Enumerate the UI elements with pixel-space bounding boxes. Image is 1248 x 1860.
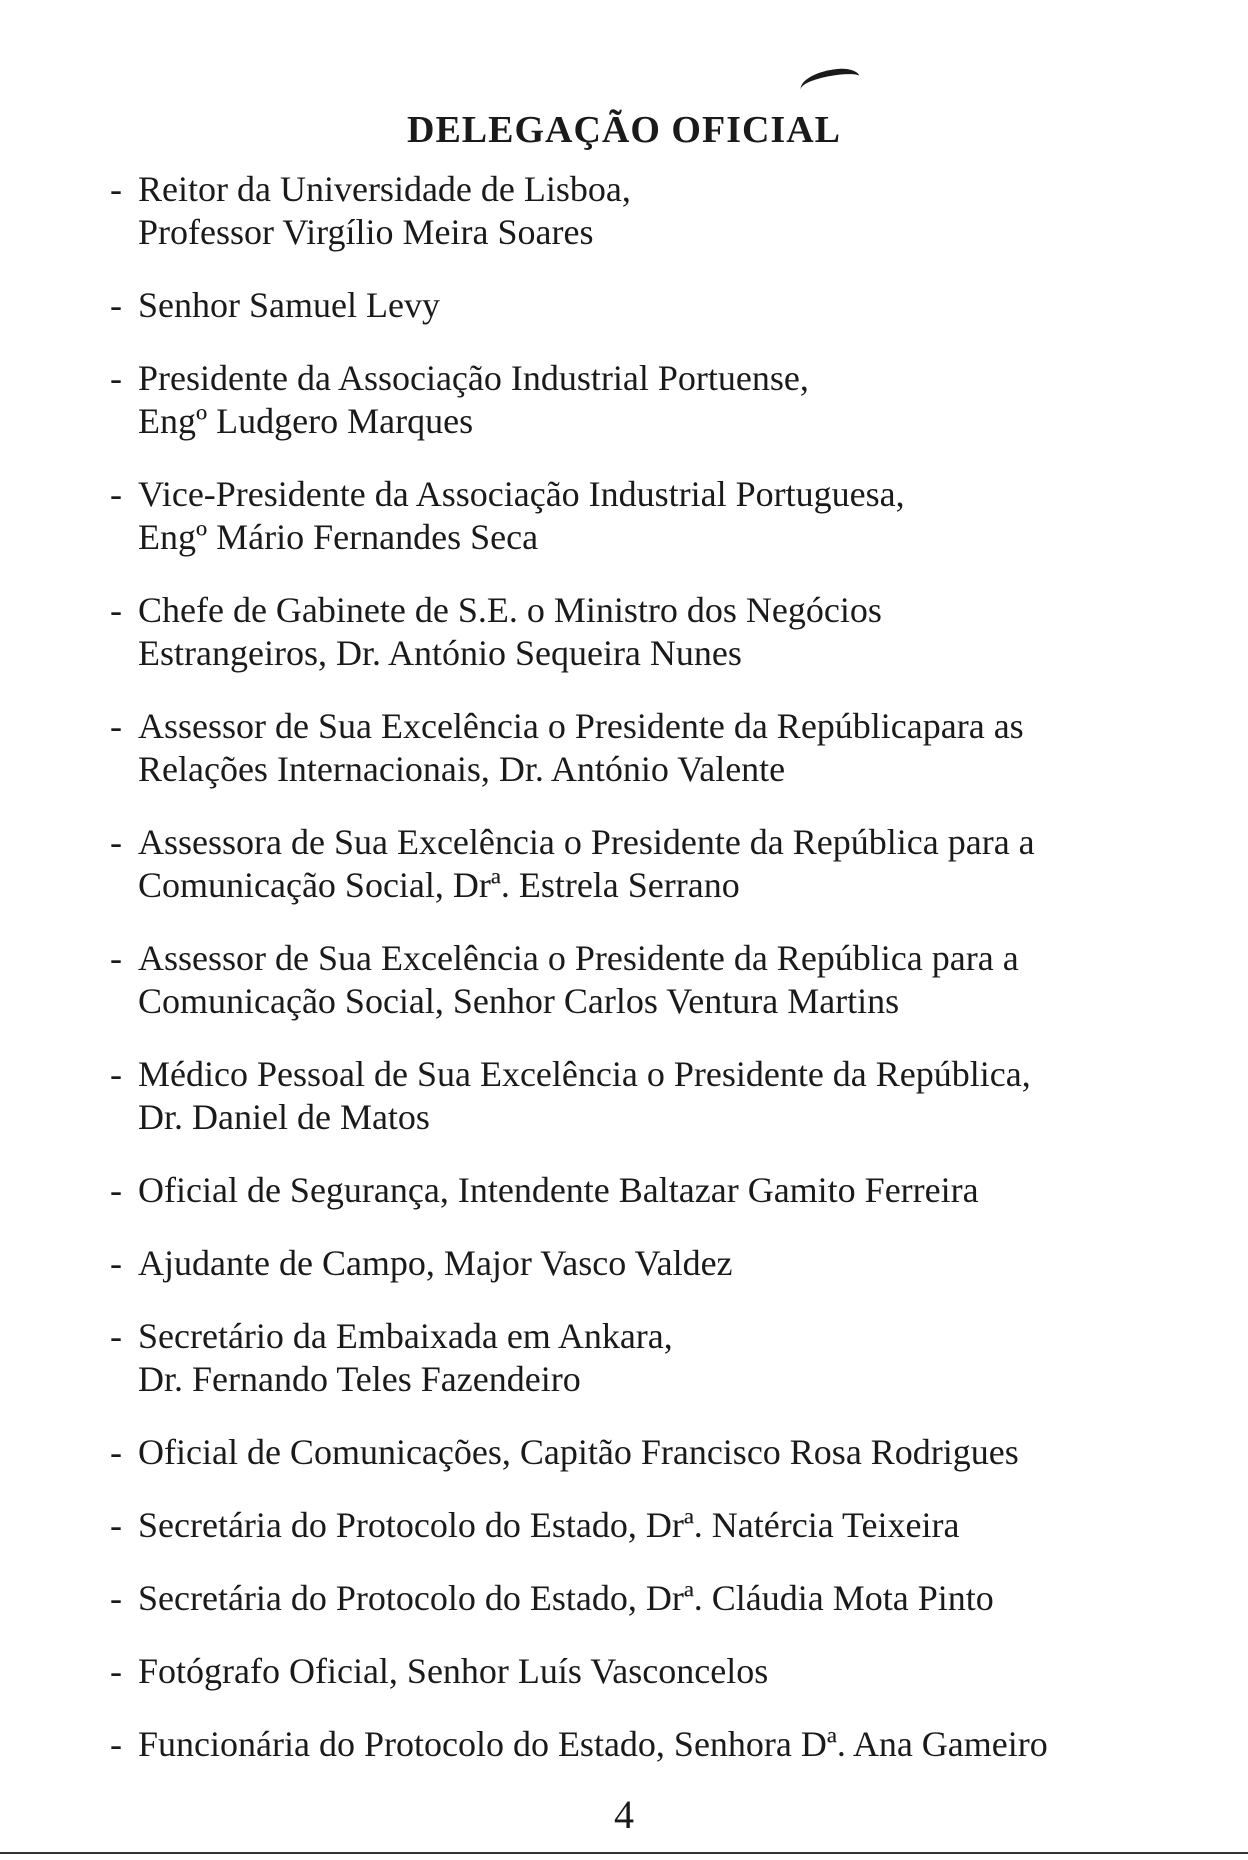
page-number: 4 [614,1792,634,1837]
entry-line-2: Engº Ludgero Marques [138,401,474,441]
list-dash: - [110,358,122,398]
list-dash: - [110,1243,122,1283]
entry-line-2: Comunicação Social, Senhor Carlos Ventura Martins [138,981,900,1021]
entry-line-1: Assessor de Sua Excelência o Presidente da República para a [138,938,1019,978]
list-item [110,284,1170,327]
list-item [110,1315,1170,1401]
list-item [110,168,1170,254]
list-dash: - [110,590,122,630]
list-item [110,937,1170,1023]
list-dash: - [110,1432,122,1472]
list-item [110,1242,1170,1285]
list-dash: - [110,938,122,978]
bottom-rule [0,1852,1248,1854]
entry-line-1: Vice-Presidente da Associação Industrial Portuguesa, [138,474,905,514]
entry-line-1: Senhor Samuel Levy [138,285,440,325]
list-dash: - [110,1316,122,1356]
entry-line-2: Comunicação Social, Drª. Estrela Serrano [138,865,740,905]
list-dash: - [110,474,122,514]
list-item [110,357,1170,443]
list-dash: - [110,285,122,325]
entry-line-2: Dr. Daniel de Matos [138,1097,430,1137]
entry-line-1: Funcionária do Protocolo do Estado, Senhora Dª. Ana Gameiro [138,1724,1048,1764]
title-ink-mark [798,66,861,100]
entry-line-2: Professor Virgílio Meira Soares [138,212,594,252]
entry-line-1: Secretário da Embaixada em Ankara, [138,1316,673,1356]
entry-line-1: Fotógrafo Oficial, Senhor Luís Vasconcelos [138,1651,769,1691]
list-item [110,1650,1170,1693]
list-dash: - [110,706,122,746]
list-item [110,821,1170,907]
entry-line-2: Engº Mário Fernandes Seca [138,517,539,557]
list-item [110,589,1170,675]
list-item [110,705,1170,791]
entry-line-2: Relações Internacionais, Dr. António Valente [138,749,786,789]
entry-line-1: Assessora de Sua Excelência o Presidente da República para a [138,822,1035,862]
list-dash: - [110,1505,122,1545]
list-item [110,1504,1170,1547]
list-dash: - [110,169,122,209]
entry-line-1: Oficial de Comunicações, Capitão Francisco Rosa Rodrigues [138,1432,1019,1472]
list-dash: - [110,822,122,862]
entry-line-1: Oficial de Segurança, Intendente Baltazar Gamito Ferreira [138,1170,979,1210]
list-dash: - [110,1054,122,1094]
entry-line-1: Presidente da Associação Industrial Portuense, [138,358,809,398]
list-item [110,1053,1170,1139]
entry-line-2: Estrangeiros, Dr. António Sequeira Nunes [138,633,742,673]
entry-line-1: Médico Pessoal de Sua Excelência o Presidente da República, [138,1054,1031,1094]
entry-line-1: Assessor de Sua Excelência o Presidente da Repúblicapara as [138,706,1024,746]
entry-line-1: Secretária do Protocolo do Estado, Drª. Cláudia Mota Pinto [138,1578,994,1618]
entry-line-1: Ajudante de Campo, Major Vasco Valdez [138,1243,733,1283]
list-item [110,1723,1170,1766]
list-dash: - [110,1651,122,1691]
list-item [110,1169,1170,1212]
entry-line-2: Dr. Fernando Teles Fazendeiro [138,1359,581,1399]
page-title: DELEGAÇÃO OFICIAL [407,109,841,151]
list-item [110,1577,1170,1620]
delegation-list [110,168,1170,1796]
entry-line-1: Reitor da Universidade de Lisboa, [138,169,631,209]
list-item [110,473,1170,559]
list-dash: - [110,1170,122,1210]
list-dash: - [110,1578,122,1618]
entry-line-1: Chefe de Gabinete de S.E. o Ministro dos Negócios [138,590,882,630]
list-dash: - [110,1724,122,1764]
list-item [110,1431,1170,1474]
entry-line-1: Secretária do Protocolo do Estado, Drª. Natércia Teixeira [138,1505,960,1545]
